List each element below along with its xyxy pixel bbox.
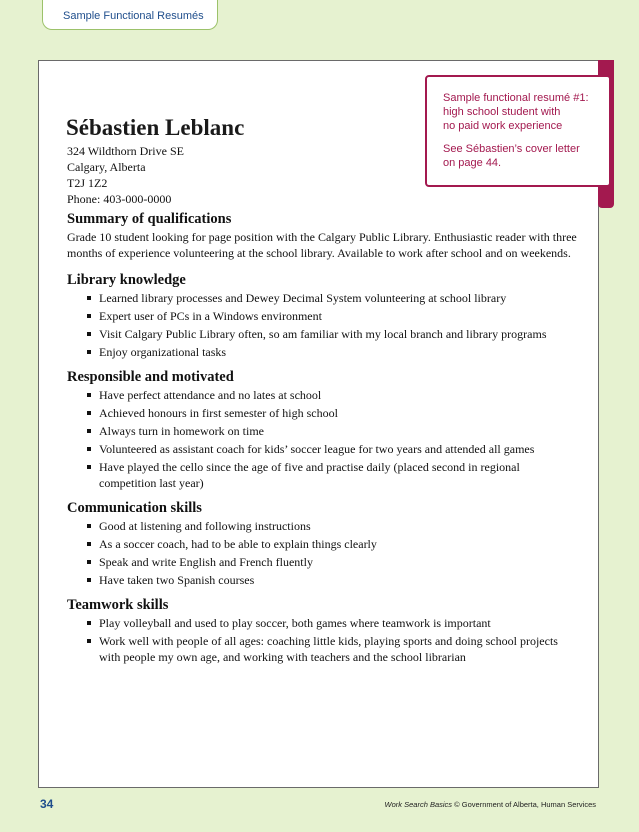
summary-text: Grade 10 student looking for page position with the Calgary Public Library. Enthusiastic reader with three months of experience volunteering at the school library. Available to work after school and on weekends. bbox=[67, 230, 577, 260]
bullet-square-icon bbox=[87, 465, 91, 469]
bullet-square-icon bbox=[87, 578, 91, 582]
bullet-item bbox=[87, 633, 579, 665]
bullet-square-icon bbox=[87, 411, 91, 415]
bullet-item bbox=[87, 441, 579, 457]
bullet-square-icon bbox=[87, 560, 91, 564]
address-city: Calgary, Alberta bbox=[67, 160, 146, 174]
bullet-square-icon bbox=[87, 621, 91, 625]
bullet-item bbox=[87, 554, 579, 570]
callout-box bbox=[425, 75, 611, 187]
bullet-list bbox=[67, 615, 579, 665]
bullet-square-icon bbox=[87, 542, 91, 546]
callout-line: no paid work experience bbox=[443, 120, 563, 132]
contact-block bbox=[67, 143, 184, 207]
bullet-list bbox=[67, 518, 579, 588]
bullet-list bbox=[67, 290, 579, 360]
skill-section bbox=[67, 499, 579, 588]
section-title: Summary of qualifications bbox=[67, 211, 232, 227]
bullet-text: Expert user of PCs in a Windows environment bbox=[99, 309, 322, 323]
bullet-item bbox=[87, 459, 579, 491]
bullet-item bbox=[87, 423, 579, 439]
bullet-text: Enjoy organizational tasks bbox=[99, 345, 227, 359]
skill-section bbox=[67, 368, 579, 491]
footer-copyright: © Government of Alberta, Human Services bbox=[454, 800, 596, 809]
bullet-item bbox=[87, 387, 579, 403]
bullet-item bbox=[87, 518, 579, 534]
callout-reference bbox=[443, 142, 599, 170]
bullet-text: Always turn in homework on time bbox=[99, 424, 264, 438]
resume-name: Sébastien Leblanc bbox=[66, 115, 245, 140]
section-title: Responsible and motivated bbox=[67, 369, 234, 385]
callout-line: Sample functional resumé #1: bbox=[443, 92, 589, 104]
bullet-square-icon bbox=[87, 429, 91, 433]
address-postal-code: T2J 1Z2 bbox=[67, 176, 108, 190]
resume-content bbox=[67, 210, 579, 673]
bullet-text: Work well with people of all ages: coaching little kids, playing sports and doing school projects with people my own age, and working with teachers and the school librarian bbox=[99, 634, 558, 664]
bullet-text: Have played the cello since the age of five and practise daily (placed second in regional competition last year) bbox=[99, 460, 520, 490]
bullet-item bbox=[87, 344, 579, 360]
bullet-item bbox=[87, 326, 579, 342]
bullet-square-icon bbox=[87, 393, 91, 397]
section-title: Communication skills bbox=[67, 500, 202, 516]
skill-sections bbox=[67, 271, 579, 665]
bullet-text: Speak and write English and French fluently bbox=[99, 555, 313, 569]
callout-line: See Sébastien’s cover letter bbox=[443, 143, 580, 155]
bullet-square-icon bbox=[87, 639, 91, 643]
section-title: Teamwork skills bbox=[67, 597, 169, 613]
bullet-item bbox=[87, 572, 579, 588]
bullet-text: Good at listening and following instructions bbox=[99, 519, 311, 533]
bullet-list bbox=[67, 387, 579, 491]
address-street: 324 Wildthorn Drive SE bbox=[67, 144, 184, 158]
section-title: Library knowledge bbox=[67, 272, 186, 288]
bullet-text: Have taken two Spanish courses bbox=[99, 573, 255, 587]
page-number: 34 bbox=[40, 797, 54, 811]
bullet-square-icon bbox=[87, 296, 91, 300]
bullet-square-icon bbox=[87, 314, 91, 318]
bullet-text: Have perfect attendance and no lates at school bbox=[99, 388, 322, 402]
callout-description bbox=[443, 91, 599, 133]
bullet-item bbox=[87, 615, 579, 631]
bullet-text: Visit Calgary Public Library often, so am familiar with my local branch and library programs bbox=[99, 327, 547, 341]
bullet-square-icon bbox=[87, 350, 91, 354]
bullet-square-icon bbox=[87, 332, 91, 336]
footer-credit bbox=[385, 800, 596, 809]
summary-section bbox=[67, 210, 579, 261]
bullet-item bbox=[87, 290, 579, 306]
skill-section bbox=[67, 596, 579, 665]
header-tab bbox=[42, 0, 218, 30]
bullet-item bbox=[87, 308, 579, 324]
callout-line: high school student with bbox=[443, 106, 561, 118]
bullet-item bbox=[87, 405, 579, 421]
bullet-square-icon bbox=[87, 524, 91, 528]
bullet-item bbox=[87, 536, 579, 552]
footer-book-title: Work Search Basics bbox=[384, 800, 453, 809]
header-tab-label: Sample Functional Resumés bbox=[63, 10, 204, 22]
bullet-square-icon bbox=[87, 447, 91, 451]
bullet-text: Play volleyball and used to play soccer, both games where teamwork is important bbox=[99, 616, 491, 630]
bullet-text: Achieved honours in first semester of high school bbox=[99, 406, 338, 420]
bullet-text: Learned library processes and Dewey Decimal System volunteering at school library bbox=[99, 291, 507, 305]
callout-line: on page 44. bbox=[443, 157, 502, 169]
bullet-text: As a soccer coach, had to be able to explain things clearly bbox=[99, 537, 377, 551]
skill-section bbox=[67, 271, 579, 360]
address-phone: Phone: 403-000-0000 bbox=[67, 192, 172, 206]
bullet-text: Volunteered as assistant coach for kids’ soccer league for two years and attended all games bbox=[99, 442, 535, 456]
